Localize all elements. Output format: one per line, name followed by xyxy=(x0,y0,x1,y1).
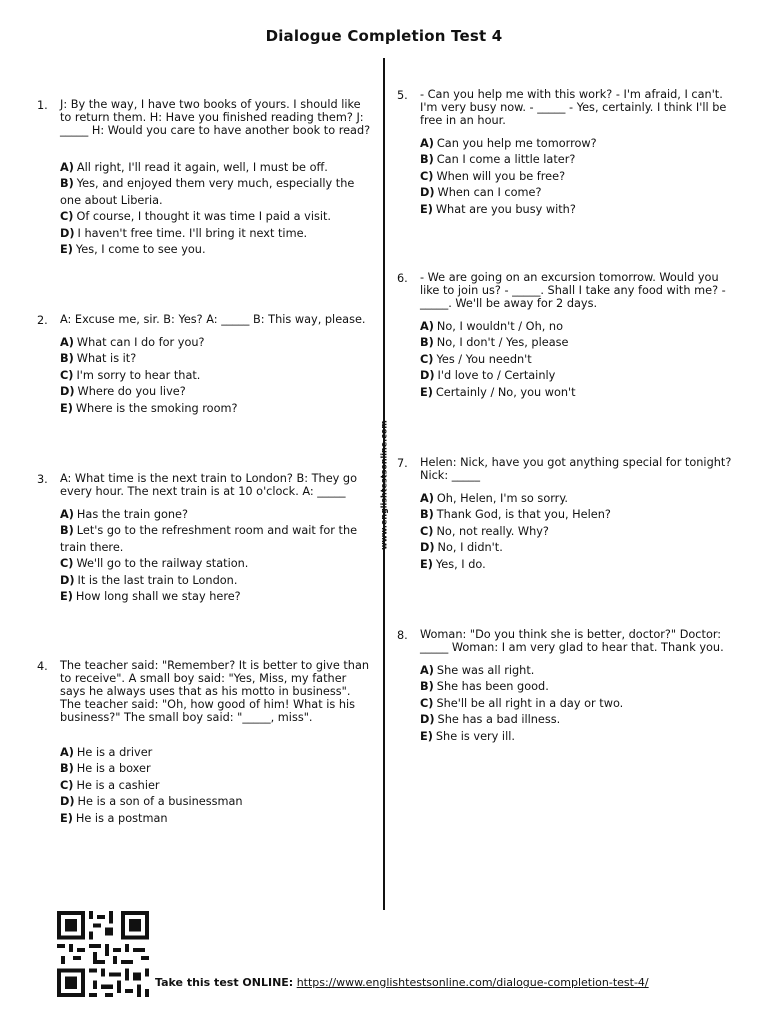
option-c[interactable] xyxy=(60,778,375,794)
option-e[interactable] xyxy=(420,202,740,218)
option-text: I haven't free time. I'll bring it next time. xyxy=(77,226,308,240)
option-d[interactable] xyxy=(420,185,740,201)
question-number: 1. xyxy=(37,99,48,112)
option-letter: D) xyxy=(420,541,435,555)
option-letter: A) xyxy=(60,161,74,174)
option-letter: D) xyxy=(60,385,75,399)
option-text: I'm sorry to hear that. xyxy=(76,368,201,382)
option-letter: C) xyxy=(60,210,74,224)
option-text: Oh, Helen, I'm so sorry. xyxy=(436,492,568,505)
option-letter: A) xyxy=(420,664,434,677)
option-text: When will you be free? xyxy=(436,169,566,183)
question-number: 3. xyxy=(37,473,48,486)
answer-options xyxy=(420,491,740,573)
option-letter: D) xyxy=(420,713,435,727)
option-text: No, I didn't. xyxy=(437,541,503,555)
option-c[interactable] xyxy=(60,368,375,384)
option-a[interactable] xyxy=(60,160,375,176)
option-letter: A) xyxy=(420,320,434,333)
option-a[interactable] xyxy=(420,136,740,152)
option-text: Where is the smoking room? xyxy=(75,401,238,415)
question-number: 5. xyxy=(397,89,408,102)
option-e[interactable] xyxy=(420,729,740,745)
option-letter: B) xyxy=(60,177,74,191)
online-label: Take this test ONLINE: xyxy=(155,976,294,989)
option-text: What are you busy with? xyxy=(435,202,576,216)
question-number: 4. xyxy=(37,660,48,673)
option-letter: B) xyxy=(420,680,434,694)
answer-options xyxy=(420,319,740,401)
answer-options xyxy=(60,507,375,605)
option-d[interactable] xyxy=(60,794,375,810)
question-text: - Can you help me with this work? - I'm afraid, I can't. I'm very busy now. - _____ - Yes, certainly. I think I'll be free in an hour. xyxy=(420,88,727,127)
option-e[interactable] xyxy=(420,557,740,573)
answer-options xyxy=(420,136,740,218)
option-letter: E) xyxy=(60,590,73,604)
answer-options xyxy=(60,160,375,258)
question-text: A: What time is the next train to London? B: They go every hour. The next train is at 10 o'clock. A: _____ xyxy=(60,472,358,498)
answer-options xyxy=(420,663,740,745)
option-a[interactable] xyxy=(60,745,375,761)
option-letter: C) xyxy=(60,557,74,571)
option-d[interactable] xyxy=(420,712,740,728)
option-text: Let's go to the refreshment room and wait for the train there. xyxy=(60,524,358,554)
option-letter: E) xyxy=(60,401,73,415)
option-letter: A) xyxy=(420,492,434,505)
option-text: We'll go to the railway station. xyxy=(76,557,249,571)
option-letter: B) xyxy=(60,762,74,776)
option-letter: B) xyxy=(420,508,434,522)
option-text: Where do you live? xyxy=(77,385,186,399)
option-text: What is it? xyxy=(76,352,137,366)
option-b[interactable] xyxy=(60,351,375,367)
option-b[interactable] xyxy=(60,761,375,777)
option-text: She was all right. xyxy=(436,664,535,677)
option-text: Has the train gone? xyxy=(76,508,189,521)
question-text: Helen: Nick, have you got anything special for tonight? Nick: _____ xyxy=(420,456,732,482)
answer-options xyxy=(60,745,375,827)
question-number: 8. xyxy=(397,629,408,642)
option-e[interactable] xyxy=(60,589,375,605)
option-letter: C) xyxy=(420,696,434,710)
option-text: She'll be all right in a day or two. xyxy=(436,696,624,710)
option-text: Can I come a little later? xyxy=(436,153,576,167)
option-text: Yes, I come to see you. xyxy=(75,243,206,257)
option-b[interactable] xyxy=(420,152,740,168)
option-letter: D) xyxy=(420,186,435,200)
option-text: He is a son of a businessman xyxy=(77,795,243,809)
option-letter: D) xyxy=(60,573,75,587)
option-text: She has a bad illness. xyxy=(437,713,561,727)
option-e[interactable] xyxy=(60,242,375,258)
option-d[interactable] xyxy=(60,384,375,400)
question-text: - We are going on an excursion tomorrow. Would you like to join us? - _____. Shall I take any food with me? - _____. We'll be away for 2 days. xyxy=(420,271,726,310)
option-text: All right, I'll read it again, well, I must be off. xyxy=(76,161,328,174)
option-letter: A) xyxy=(60,508,74,521)
option-text: I'd love to / Certainly xyxy=(437,369,556,383)
option-letter: E) xyxy=(420,557,433,571)
option-a[interactable] xyxy=(420,491,740,507)
option-text: No, I don't / Yes, please xyxy=(436,336,569,350)
option-c[interactable] xyxy=(420,696,740,712)
question-text: A: Excuse me, sir. B: Yes? A: _____ B: This way, please. xyxy=(60,313,366,326)
option-b[interactable] xyxy=(420,507,740,523)
option-text: No, not really. Why? xyxy=(436,524,549,538)
option-letter: B) xyxy=(420,336,434,350)
option-text: She has been good. xyxy=(436,680,549,694)
option-d[interactable] xyxy=(60,226,375,242)
option-text: When can I come? xyxy=(437,186,542,200)
option-letter: B) xyxy=(60,524,74,538)
option-letter: A) xyxy=(60,336,74,349)
option-text: Of course, I thought it was time I paid a visit. xyxy=(76,210,332,224)
option-letter: C) xyxy=(420,352,434,366)
option-text: What can I do for you? xyxy=(76,336,205,349)
option-text: Yes, and enjoyed them very much, especially the one about Liberia. xyxy=(60,177,355,207)
option-b[interactable] xyxy=(60,176,375,209)
option-c[interactable] xyxy=(420,352,740,368)
option-text: Thank God, is that you, Helen? xyxy=(436,508,611,522)
option-letter: D) xyxy=(420,369,435,383)
option-letter: A) xyxy=(60,746,74,759)
option-e[interactable] xyxy=(420,385,740,401)
option-d[interactable] xyxy=(420,540,740,556)
option-c[interactable] xyxy=(60,209,375,225)
option-text: No, I wouldn't / Oh, no xyxy=(436,320,563,333)
option-d[interactable] xyxy=(60,573,375,589)
option-letter: C) xyxy=(420,524,434,538)
option-text: He is a cashier xyxy=(76,778,160,792)
question-number: 6. xyxy=(397,272,408,285)
option-letter: E) xyxy=(420,202,433,216)
option-b[interactable] xyxy=(60,523,375,556)
question-number: 7. xyxy=(397,457,408,470)
option-text: Certainly / No, you won't xyxy=(435,385,576,399)
option-letter: E) xyxy=(420,385,433,399)
option-letter: B) xyxy=(420,153,434,167)
option-text: He is a driver xyxy=(76,746,153,759)
option-text: How long shall we stay here? xyxy=(75,590,241,604)
test-url-link[interactable]: https://www.englishtestsonline.com/dialogue-completion-test-4/ xyxy=(296,976,649,989)
option-text: Can you help me tomorrow? xyxy=(436,137,597,150)
option-a[interactable] xyxy=(420,663,740,679)
question-text: J: By the way, I have two books of yours. I should like to return them. H: Have you finished reading them? J: _____ H: Would you care to have another book to read? xyxy=(60,98,371,137)
option-d[interactable] xyxy=(420,368,740,384)
option-c[interactable] xyxy=(60,556,375,572)
option-letter: E) xyxy=(60,243,73,257)
option-text: He is a boxer xyxy=(76,762,151,776)
option-text: She is very ill. xyxy=(435,729,515,743)
option-text: Yes / You needn't xyxy=(436,352,532,366)
qr-code[interactable] xyxy=(57,911,149,997)
option-letter: E) xyxy=(420,729,433,743)
option-letter: D) xyxy=(60,226,75,240)
option-letter: C) xyxy=(60,368,74,382)
option-letter: B) xyxy=(60,352,74,366)
option-b[interactable] xyxy=(420,679,740,695)
option-letter: E) xyxy=(60,811,73,825)
question-number: 2. xyxy=(37,314,48,327)
option-b[interactable] xyxy=(420,335,740,351)
page-title: Dialogue Completion Test 4 xyxy=(265,27,503,45)
option-e[interactable] xyxy=(60,401,375,417)
option-letter: C) xyxy=(420,169,434,183)
question-text: The teacher said: "Remember? It is better to give than to receive". A small boy said: "Yes, Miss, my father says he always uses that as his motto in business". The teacher said: "Oh, how good of him! What is his business?" The small boy said: "_____, miss". xyxy=(60,659,370,724)
option-letter: C) xyxy=(60,778,74,792)
option-a[interactable] xyxy=(60,335,375,351)
option-text: He is a postman xyxy=(75,811,168,825)
question-text: Woman: "Do you think she is better, doctor?" Doctor: _____ Woman: I am very glad to hear that. Thank you. xyxy=(420,628,724,654)
option-text: It is the last train to London. xyxy=(77,573,238,587)
option-c[interactable] xyxy=(420,524,740,540)
option-letter: D) xyxy=(60,795,75,809)
option-a[interactable] xyxy=(420,319,740,335)
option-c[interactable] xyxy=(420,169,740,185)
option-a[interactable] xyxy=(60,507,375,523)
online-test-note xyxy=(155,976,649,989)
option-letter: A) xyxy=(420,137,434,150)
answer-options xyxy=(60,335,375,417)
side-watermark: www.englishtestsonline.com xyxy=(379,420,389,550)
option-text: Yes, I do. xyxy=(435,557,486,571)
option-e[interactable] xyxy=(60,811,375,827)
